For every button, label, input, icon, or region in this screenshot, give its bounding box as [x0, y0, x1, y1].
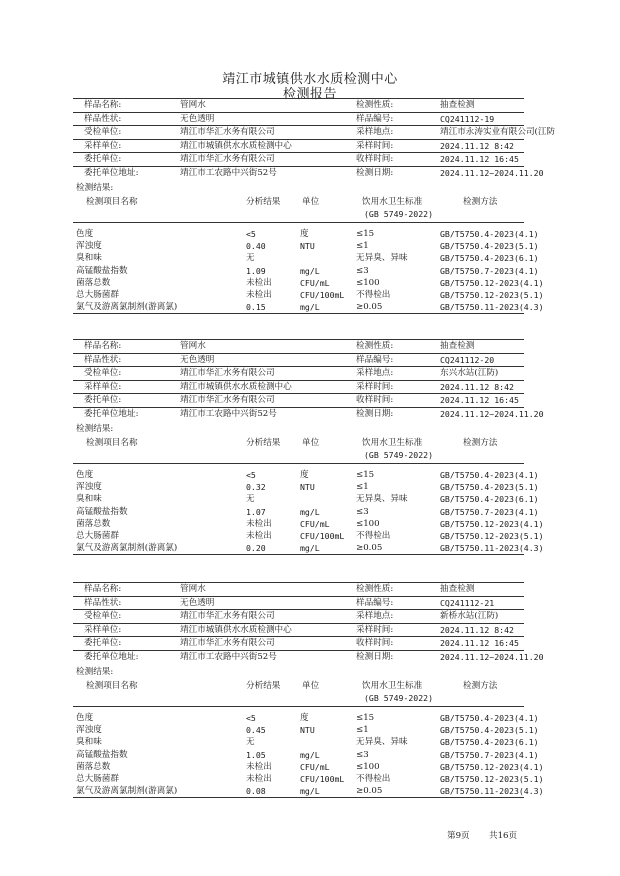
client-address-label: 委托单位地址: [84, 167, 139, 178]
receive-time-value: 2024.11.12 16:45 [440, 154, 519, 164]
col-header-item: 检测项目名称 [86, 197, 138, 207]
entrusted-unit-value: 靖江市华汇水务有限公司 [180, 368, 275, 378]
table-row-item: 菌落总数 [76, 761, 111, 772]
table-row-standard: ≤100 [356, 277, 380, 288]
rule-line [73, 463, 524, 464]
table-row-unit: 度 [300, 229, 309, 239]
sample-number-value: CQ241112-20 [440, 354, 495, 365]
table-row-result: 0.45 [246, 725, 266, 736]
entrusted-unit-label: 受检单位: [84, 368, 122, 378]
sample-state-value: 无色透明 [180, 113, 215, 124]
table-row-unit: CFU/mL [300, 277, 330, 288]
sample-name-label: 样品名称: [84, 100, 122, 110]
table-row-method: GB/T5750.4-2023(4.1) [440, 229, 539, 239]
table-row-method: GB/T5750.11-2023(4.3) [440, 302, 544, 313]
table-row-item: 菌落总数 [76, 518, 111, 529]
rule-line [73, 797, 524, 798]
entrusted-unit-value: 靖江市华汇水务有限公司 [180, 127, 275, 137]
col-header-method: 检测方法 [463, 681, 498, 691]
sample-name-value: 管网水 [180, 100, 206, 110]
table-row-method: GB/T5750.12-2023(5.1) [440, 774, 544, 784]
table-row-standard: ≤100 [356, 518, 380, 529]
client-unit-value: 靖江市华汇水务有限公司 [180, 638, 275, 648]
sample-name-value: 管网水 [180, 341, 206, 351]
table-row-result: 未检出 [246, 531, 272, 541]
report-title: 检测报告 [282, 87, 337, 102]
table-row-method: GB/T5750.4-2023(6.1) [440, 737, 539, 748]
table-row-unit: mg/L [300, 786, 320, 797]
table-row-item: 色度 [76, 470, 94, 480]
table-row-result: 0.40 [246, 241, 266, 252]
sample-name-label: 样品名称: [84, 584, 122, 594]
table-row-item: 色度 [76, 713, 94, 723]
table-row-standard: 无异臭、异味 [356, 494, 408, 505]
col-header-item: 检测项目名称 [86, 681, 138, 691]
col-header-result: 分析结果 [246, 681, 281, 691]
table-row-standard: 无异臭、异味 [356, 737, 408, 748]
sampling-time-label: 采样时间: [356, 140, 394, 151]
col-header-standard-ref: (GB 5749-2022) [364, 693, 434, 703]
test-date-label: 检测日期: [356, 651, 394, 662]
table-row-method: GB/T5750.4-2023(4.1) [440, 470, 539, 480]
table-row-unit: 度 [300, 713, 309, 723]
receive-time-value: 2024.11.12 16:45 [440, 395, 519, 405]
table-row-standard: ≤15 [356, 713, 375, 723]
sample-number-label: 样品编号: [356, 113, 394, 124]
table-row-standard: ≤3 [356, 265, 369, 276]
page-total: 共16页 [489, 831, 518, 841]
table-row-item: 氯气及游离氯制剂(游离氯) [76, 786, 178, 797]
sample-state-label: 样品性状: [84, 354, 122, 365]
table-row-result: 无 [246, 253, 255, 264]
table-row-unit: NTU [300, 725, 315, 736]
table-row-unit: NTU [300, 482, 315, 493]
table-row-item: 臭和味 [76, 737, 102, 748]
table-row-item: 臭和味 [76, 494, 102, 505]
table-row-method: GB/T5750.4-2023(5.1) [440, 725, 539, 736]
sampling-unit-value: 靖江市城镇供水水质检测中心 [180, 381, 292, 392]
col-header-standard-ref: (GB 5749-2022) [364, 209, 434, 219]
sample-name-label: 样品名称: [84, 341, 122, 351]
table-row-item: 总大肠菌群 [76, 774, 119, 784]
results-label: 检测结果: [76, 424, 114, 434]
table-row-result: 0.20 [246, 543, 266, 554]
table-row-method: GB/T5750.4-2023(6.1) [440, 494, 539, 505]
table-row-standard: ≤100 [356, 761, 380, 772]
sampling-unit-label: 采样单位: [84, 381, 122, 392]
sampling-site-value: 东兴水站(江防) [440, 368, 499, 378]
entrusted-unit-label: 受检单位: [84, 127, 122, 137]
table-row-item: 浑浊度 [76, 482, 102, 493]
table-row-method: GB/T5750.12-2023(4.1) [440, 518, 544, 529]
table-row-item: 浑浊度 [76, 241, 102, 252]
client-address-value: 靖江市工农路中兴街52号 [180, 651, 277, 662]
table-row-result: 无 [246, 494, 255, 505]
table-row-unit: mg/L [300, 749, 320, 760]
table-row-method: GB/T5750.7-2023(4.1) [440, 749, 539, 760]
client-unit-label: 委托单位: [84, 154, 122, 164]
table-row-result: 1.07 [246, 506, 266, 517]
receive-time-value: 2024.11.12 16:45 [440, 638, 519, 648]
table-row-unit: 度 [300, 470, 309, 480]
sampling-time-label: 采样时间: [356, 624, 394, 635]
table-row-standard: ≤1 [356, 482, 369, 493]
sample-number-label: 样品编号: [356, 597, 394, 608]
sampling-time-value: 2024.11.12 8:42 [440, 140, 514, 151]
table-row-method: GB/T5750.11-2023(4.3) [440, 543, 544, 554]
col-header-unit: 单位 [302, 197, 320, 207]
rule-line [73, 222, 524, 223]
table-row-item: 浑浊度 [76, 725, 102, 736]
sample-state-label: 样品性状: [84, 113, 122, 124]
test-nature-value: 抽查检测 [440, 584, 475, 594]
sampling-site-label: 采样地点: [356, 368, 394, 378]
table-row-standard: ≥0.05 [356, 786, 383, 797]
col-header-standard-ref: (GB 5749-2022) [364, 450, 434, 460]
rule-line [73, 554, 524, 555]
org-title: 靖江市城镇供水水质检测中心 [222, 72, 398, 87]
table-row-standard: ≥0.05 [356, 543, 383, 554]
client-unit-value: 靖江市华汇水务有限公司 [180, 154, 275, 164]
table-row-result: 未检出 [246, 290, 272, 300]
col-header-standard: 饮用水卫生标准 [362, 438, 423, 448]
table-row-unit: mg/L [300, 543, 320, 554]
table-row-result: <5 [246, 229, 256, 239]
sampling-site-value: 靖江市永涛实业有限公司(江防 [440, 127, 556, 137]
test-nature-value: 抽查检测 [440, 100, 475, 110]
table-row-method: GB/T5750.11-2023(4.3) [440, 786, 544, 797]
table-row-result: 无 [246, 737, 255, 748]
table-row-item: 菌落总数 [76, 277, 111, 288]
page-number: 第9页 [447, 831, 470, 841]
col-header-result: 分析结果 [246, 438, 281, 448]
col-header-standard: 饮用水卫生标准 [362, 197, 423, 207]
entrusted-unit-label: 受检单位: [84, 611, 122, 621]
table-row-unit: CFU/100mL [300, 774, 345, 784]
results-label: 检测结果: [76, 667, 114, 677]
entrusted-unit-value: 靖江市华汇水务有限公司 [180, 611, 275, 621]
rule-line [73, 313, 524, 314]
sampling-unit-label: 采样单位: [84, 140, 122, 151]
sampling-time-value: 2024.11.12 8:42 [440, 381, 514, 392]
table-row-item: 总大肠菌群 [76, 531, 119, 541]
test-nature-label: 检测性质: [356, 584, 394, 594]
table-row-method: GB/T5750.12-2023(4.1) [440, 761, 544, 772]
sampling-site-value: 新桥水站(江防) [440, 611, 499, 621]
col-header-standard: 饮用水卫生标准 [362, 681, 423, 691]
col-header-unit: 单位 [302, 438, 320, 448]
table-row-item: 高锰酸盐指数 [76, 506, 128, 517]
test-date-value: 2024.11.12~2024.11.20 [440, 408, 544, 419]
table-row-result: 未检出 [246, 277, 272, 288]
table-row-item: 氯气及游离氯制剂(游离氯) [76, 543, 178, 554]
table-row-standard: ≤15 [356, 470, 375, 480]
table-row-result: 1.09 [246, 265, 266, 276]
table-row-result: <5 [246, 470, 256, 480]
test-nature-value: 抽查检测 [440, 341, 475, 351]
test-date-value: 2024.11.12~2024.11.20 [440, 167, 544, 178]
col-header-result: 分析结果 [246, 197, 281, 207]
client-address-value: 靖江市工农路中兴街52号 [180, 167, 277, 178]
table-row-result: <5 [246, 713, 256, 723]
table-row-result: 未检出 [246, 761, 272, 772]
client-unit-label: 委托单位: [84, 638, 122, 648]
table-row-result: 0.32 [246, 482, 266, 493]
table-row-unit: mg/L [300, 265, 320, 276]
table-row-unit: mg/L [300, 302, 320, 313]
table-row-unit: mg/L [300, 506, 320, 517]
table-row-method: GB/T5750.12-2023(5.1) [440, 290, 544, 300]
table-row-result: 1.05 [246, 749, 266, 760]
table-row-item: 臭和味 [76, 253, 102, 264]
table-row-item: 高锰酸盐指数 [76, 265, 128, 276]
test-nature-label: 检测性质: [356, 100, 394, 110]
sample-state-label: 样品性状: [84, 597, 122, 608]
table-row-standard: ≤3 [356, 506, 369, 517]
sample-number-value: CQ241112-21 [440, 597, 495, 608]
table-row-unit: CFU/100mL [300, 531, 345, 541]
table-row-standard: 不得检出 [356, 774, 391, 784]
table-row-method: GB/T5750.12-2023(4.1) [440, 277, 544, 288]
test-date-label: 检测日期: [356, 408, 394, 419]
receive-time-label: 收样时间: [356, 154, 394, 164]
client-address-value: 靖江市工农路中兴街52号 [180, 408, 277, 419]
table-row-standard: 无异臭、异味 [356, 253, 408, 264]
table-row-standard: 不得检出 [356, 531, 391, 541]
table-row-standard: ≤1 [356, 725, 369, 736]
table-row-standard: ≤15 [356, 229, 375, 239]
table-row-result: 0.15 [246, 302, 266, 313]
sample-name-value: 管网水 [180, 584, 206, 594]
table-row-method: GB/T5750.7-2023(4.1) [440, 506, 539, 517]
table-row-unit: CFU/100mL [300, 290, 345, 300]
sampling-site-label: 采样地点: [356, 127, 394, 137]
table-row-method: GB/T5750.4-2023(6.1) [440, 253, 539, 264]
table-row-standard: 不得检出 [356, 290, 391, 300]
table-row-standard: ≤1 [356, 241, 369, 252]
table-row-item: 高锰酸盐指数 [76, 749, 128, 760]
table-row-method: GB/T5750.7-2023(4.1) [440, 265, 539, 276]
receive-time-label: 收样时间: [356, 395, 394, 405]
col-header-method: 检测方法 [463, 438, 498, 448]
client-unit-label: 委托单位: [84, 395, 122, 405]
test-date-label: 检测日期: [356, 167, 394, 178]
sampling-site-label: 采样地点: [356, 611, 394, 621]
table-row-item: 色度 [76, 229, 94, 239]
table-row-method: GB/T5750.4-2023(4.1) [440, 713, 539, 723]
sampling-unit-value: 靖江市城镇供水水质检测中心 [180, 140, 292, 151]
test-nature-label: 检测性质: [356, 341, 394, 351]
sample-number-value: CQ241112-19 [440, 113, 495, 124]
table-row-result: 未检出 [246, 774, 272, 784]
sampling-time-value: 2024.11.12 8:42 [440, 624, 514, 635]
col-header-unit: 单位 [302, 681, 320, 691]
client-unit-value: 靖江市华汇水务有限公司 [180, 395, 275, 405]
col-header-item: 检测项目名称 [86, 438, 138, 448]
table-row-unit: NTU [300, 241, 315, 252]
sample-state-value: 无色透明 [180, 597, 215, 608]
table-row-method: GB/T5750.4-2023(5.1) [440, 482, 539, 493]
client-address-label: 委托单位地址: [84, 651, 139, 662]
table-row-unit: CFU/mL [300, 518, 330, 529]
table-row-method: GB/T5750.12-2023(5.1) [440, 531, 544, 541]
table-row-result: 未检出 [246, 518, 272, 529]
sampling-unit-value: 靖江市城镇供水水质检测中心 [180, 624, 292, 635]
client-address-label: 委托单位地址: [84, 408, 139, 419]
table-row-standard: ≥0.05 [356, 302, 383, 313]
table-row-result: 0.08 [246, 786, 266, 797]
test-date-value: 2024.11.12~2024.11.20 [440, 651, 544, 662]
sample-state-value: 无色透明 [180, 354, 215, 365]
results-label: 检测结果: [76, 183, 114, 193]
table-row-item: 氯气及游离氯制剂(游离氯) [76, 302, 178, 313]
sampling-unit-label: 采样单位: [84, 624, 122, 635]
col-header-method: 检测方法 [463, 197, 498, 207]
sampling-time-label: 采样时间: [356, 381, 394, 392]
table-row-method: GB/T5750.4-2023(5.1) [440, 241, 539, 252]
table-row-item: 总大肠菌群 [76, 290, 119, 300]
receive-time-label: 收样时间: [356, 638, 394, 648]
table-row-standard: ≤3 [356, 749, 369, 760]
rule-line [73, 706, 524, 707]
table-row-unit: CFU/mL [300, 761, 330, 772]
sample-number-label: 样品编号: [356, 354, 394, 365]
